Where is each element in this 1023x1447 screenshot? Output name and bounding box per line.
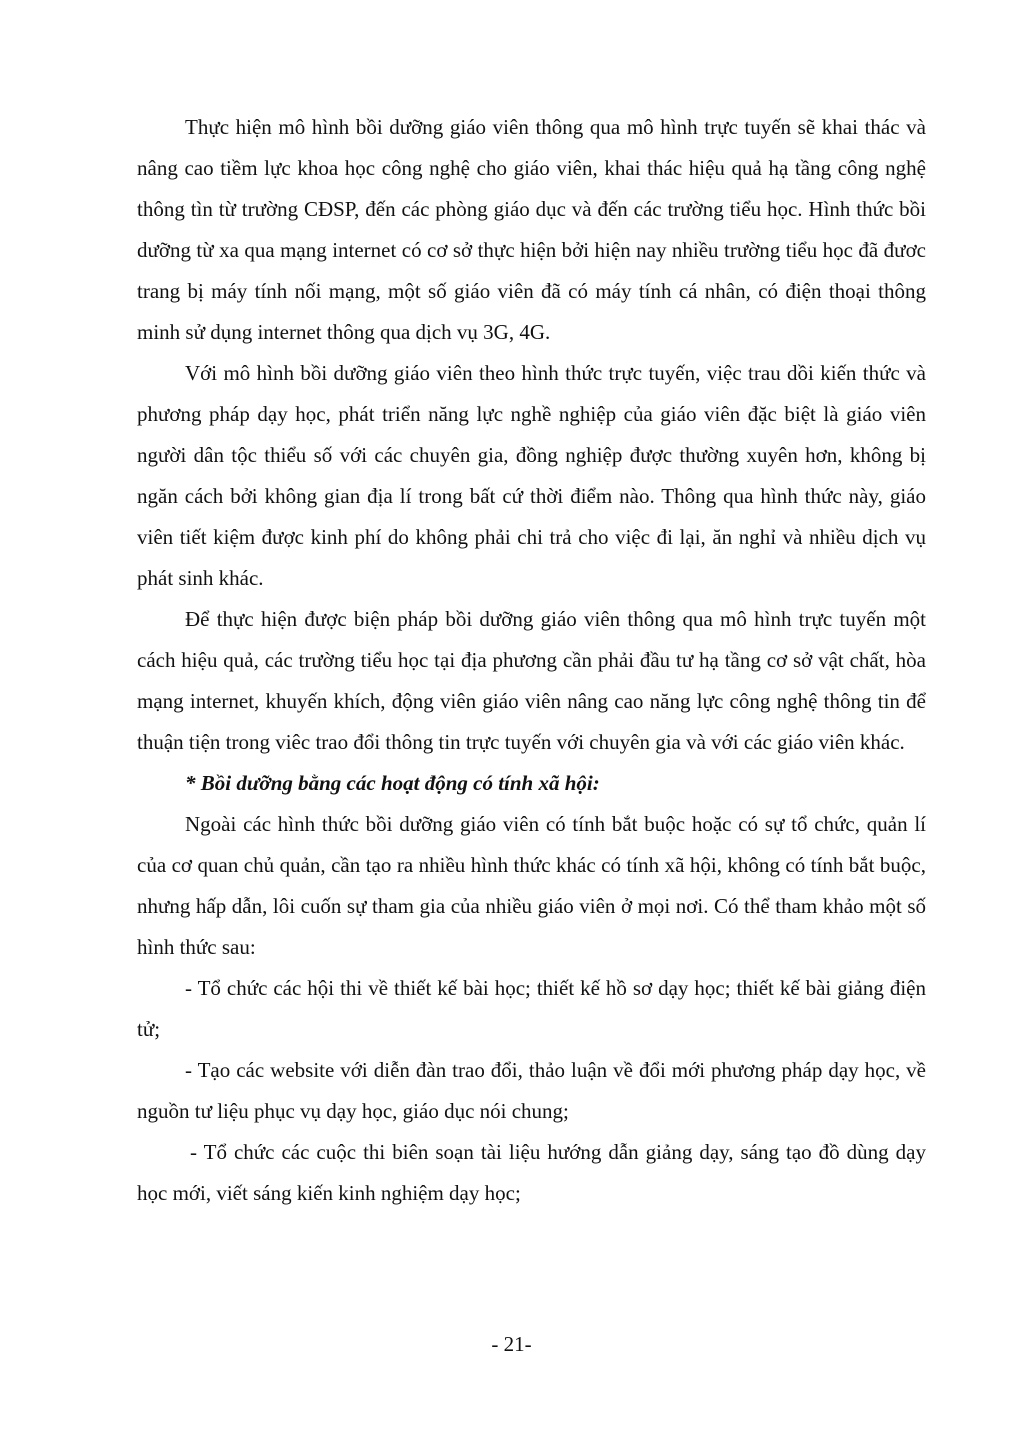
paragraph-online-implementation: Để thực hiện được biện pháp bồi dưỡng giáo viên thông qua mô hình trực tuyến một cách hiệu quả, các trường tiểu học tại địa phương cần phải đầu tư hạ tầng cơ sở vật chất, hòa mạng internet, khuyến khích, động viên giáo viên nâng cao năng lực công nghệ thông tin để thuận tiện trong viêc trao đổi thông tin trực tuyến với chuyên gia và với các giáo viên khác. <box>137 607 926 754</box>
page-number: - 21- <box>491 1332 532 1356</box>
list-item: - Tổ chức các cuộc thi biên soạn tài liệu hướng dẫn giảng dạy, sáng tạo đồ dùng dạy học mới, viết sáng kiến kinh nghiệm dạy học; <box>137 1140 926 1205</box>
section-heading: * Bồi dưỡng bằng các hoạt động có tính xã hội: <box>185 771 600 795</box>
list-item: - Tổ chức các hội thi về thiết kế bài học; thiết kế hồ sơ dạy học; thiết kế bài giảng điện tử; <box>137 976 926 1041</box>
list-item: - Tạo các website với diễn đàn trao đổi, thảo luận về đổi mới phương pháp dạy học, về nguồn tư liệu phục vụ dạy học, giáo dục nói chung; <box>137 1058 926 1123</box>
section-intro: Ngoài các hình thức bồi dưỡng giáo viên có tính bắt buộc hoặc có sự tổ chức, quản lí của cơ quan chủ quản, cần tạo ra nhiều hình thức khác có tính xã hội, không có tính bắt buộc, nhưng hấp dẫn, lôi cuốn sự tham gia của nhiều giáo viên ở mọi nơi. Có thể tham khảo một số hình thức sau: <box>137 812 926 959</box>
document-body <box>137 107 926 1214</box>
paragraph-online-model: Thực hiện mô hình bồi dưỡng giáo viên thông qua mô hình trực tuyến sẽ khai thác và nâng cao tiềm lực khoa học công nghệ cho giáo viên, khai thác hiệu quả hạ tầng công nghệ thông tìn từ trường CĐSP, đến các phòng giáo dục và đến các trường tiểu học. Hình thức bồi dưỡng từ xa qua mạng internet có cơ sở thực hiện bởi hiện nay nhiều trường tiểu học đã đươc trang bị máy tính nối mạng, một số giáo viên đã có máy tính cá nhân, có điện thoại thông minh sử dụng internet thông qua dịch vụ 3G, 4G. <box>137 115 926 344</box>
paragraph-online-benefits: Với mô hình bồi dưỡng giáo viên theo hình thức trực tuyến, việc trau dồi kiến thức và phương pháp dạy học, phát triển năng lực nghề nghiệp của giáo viên đặc biệt là giáo viên người dân tộc thiểu số với các chuyên gia, đồng nghiệp được thường xuyên hơn, không bị ngăn cách bởi không gian địa lí trong bất cứ thời điểm nào. Thông qua hình thức này, giáo viên tiết kiệm được kinh phí do không phải chi trả cho việc đi lại, ăn nghỉ và nhiều dịch vụ phát sinh khác. <box>137 361 926 590</box>
